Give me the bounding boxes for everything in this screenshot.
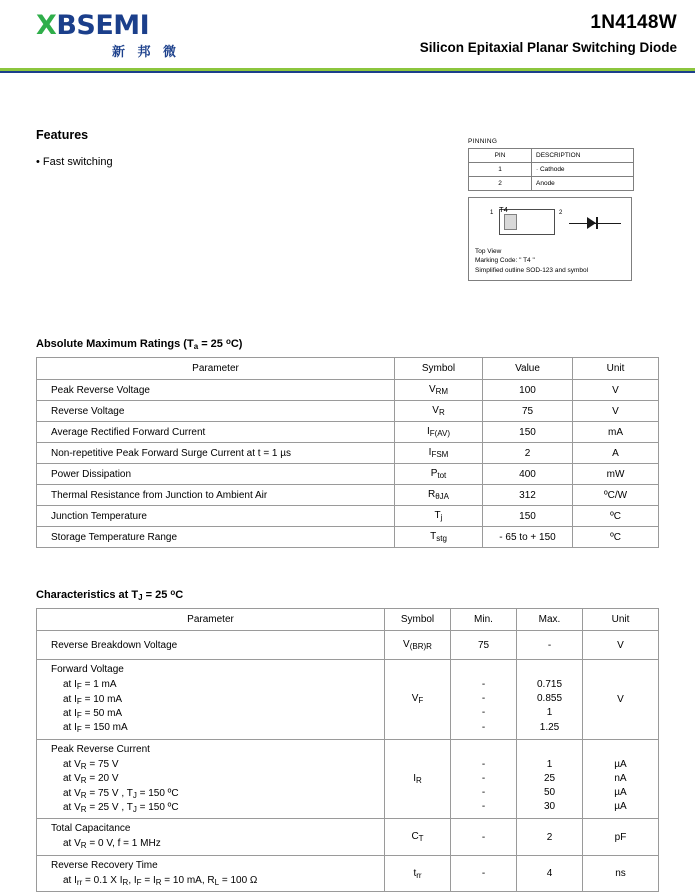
parameter-condition: at $I_F = 50$ mA [63, 707, 123, 720]
parameter-condition: at $I_F = 1$ mA [63, 679, 117, 692]
table-row [469, 163, 634, 177]
package-marking-code: T4 [499, 205, 508, 214]
pin-number: 1 [469, 163, 532, 177]
unit-cell: V [583, 660, 659, 740]
unit-cell: ºC [573, 527, 659, 548]
parameter-cell: Power Dissipation [37, 464, 395, 485]
max-cell: 4 [517, 855, 583, 892]
unit-cell: µA nA µA µA [583, 739, 659, 819]
column-header-symbol: Symbol [395, 358, 483, 380]
table-row [37, 443, 659, 464]
parameter-title: Total Capacitance [51, 823, 131, 835]
column-header-max: Max. [517, 609, 583, 631]
page-header [0, 0, 695, 62]
table-row [37, 506, 659, 527]
diode-symbol-icon [569, 216, 621, 230]
table-row [37, 739, 659, 819]
parameter-condition: at $V_R = 25$ V , $T_J = 150$ ºC [63, 801, 179, 814]
page-subtitle: Silicon Epitaxial Planar Switching Diode [419, 40, 677, 55]
page-title: 1N4148W [590, 12, 677, 33]
max-cell: 2 [517, 819, 583, 856]
pinning-col-pin: PIN [469, 149, 532, 163]
column-header-value: Value [483, 358, 573, 380]
features-heading: Features [36, 128, 89, 142]
list-item: • Fast switching [36, 156, 113, 168]
unit-cell: A [573, 443, 659, 464]
parameter-cell: Junction Temperature [37, 506, 395, 527]
symbol-cell: $R_{\theta JA}$ [395, 485, 483, 506]
symbol-cell: $T_j$ [395, 506, 483, 527]
features-list [36, 156, 416, 168]
symbol-cell: $T_{stg}$ [395, 527, 483, 548]
min-cell: 75 [451, 631, 517, 660]
company-logo [36, 12, 286, 60]
unit-cell: V [573, 401, 659, 422]
parameter-condition: at $I_F = 10$ mA [63, 693, 123, 706]
pin-description: · Cathode [532, 163, 634, 177]
parameter-cell [37, 739, 385, 819]
characteristics-heading: Characteristics at $T_J = 25$ $^o$C [36, 588, 184, 602]
table-row [37, 660, 659, 740]
symbol-cell: $V_{(BR)R}$ [385, 631, 451, 660]
parameter-cell: Reverse Voltage [37, 401, 395, 422]
symbol-cell: $V_F$ [385, 660, 451, 740]
absolute-maximum-ratings-section [36, 337, 658, 548]
table-row [37, 401, 659, 422]
pin-number: 2 [469, 177, 532, 191]
unit-cell: mW [573, 464, 659, 485]
parameter-cell: Storage Temperature Range [37, 527, 395, 548]
table-row [37, 819, 659, 856]
table-row [469, 177, 634, 191]
column-header-symbol: Symbol [385, 609, 451, 631]
characteristics-section [36, 588, 658, 892]
symbol-cell: $C_T$ [385, 819, 451, 856]
parameter-condition: at $V_R = 0$ V, f = 1 MHz [63, 838, 161, 851]
symbol-cell: $I_{F(AV)}$ [395, 422, 483, 443]
parameter-cell: Average Rectified Forward Current [37, 422, 395, 443]
table-row [37, 855, 659, 892]
max-cell: 1 25 50 30 [517, 739, 583, 819]
min-cell: - [451, 819, 517, 856]
logo-letter-x: X [36, 10, 57, 41]
parameter-condition: at $V_R = 75$ V [63, 758, 119, 771]
value-cell: 400 [483, 464, 573, 485]
unit-cell: V [583, 631, 659, 660]
max-cell: 0.715 0.855 1 1.25 [517, 660, 583, 740]
parameter-title: Peak Reverse Current [51, 743, 150, 755]
caption-line: Top View [475, 247, 502, 255]
parameter-cell: Thermal Resistance from Junction to Ambient Air [37, 485, 395, 506]
parameter-condition: at $I_F = 150$ mA [63, 722, 128, 735]
column-header-min: Min. [451, 609, 517, 631]
package-outline-caption [475, 247, 588, 275]
symbol-cell: $I_R$ [385, 739, 451, 819]
parameter-title: Forward Voltage [51, 664, 124, 675]
caption-line: Marking Code: " T4 " [475, 257, 535, 265]
cathode-band [504, 214, 517, 230]
unit-cell: ns [583, 855, 659, 892]
value-cell: 2 [483, 443, 573, 464]
characteristics-table [36, 608, 659, 892]
max-cell: - [517, 631, 583, 660]
column-header-unit: Unit [573, 358, 659, 380]
symbol-cell: $V_R$ [395, 401, 483, 422]
unit-cell: mA [573, 422, 659, 443]
package-pin2-label: 2 [559, 210, 563, 216]
table-row [37, 464, 659, 485]
logo-chinese-name: 新 邦 微 [112, 45, 181, 60]
abs-max-heading: Absolute Maximum Ratings ($T_a = 25$ $^o$C) [36, 337, 243, 351]
document-title-block [420, 12, 677, 55]
table-row [37, 631, 659, 660]
parameter-condition: at $V_R = 20$ V [63, 773, 119, 786]
features-section [36, 128, 416, 168]
package-pin1-label: 1 [490, 210, 494, 216]
table-row [37, 358, 659, 380]
parameter-cell [37, 819, 385, 856]
value-cell: 312 [483, 485, 573, 506]
column-header-parameter: Parameter [37, 609, 385, 631]
symbol-cell: $I_{FSM}$ [395, 443, 483, 464]
parameter-condition: at $V_R = 75$ V , $T_J = 150$ ºC [63, 787, 179, 800]
pin-description: Anode [532, 177, 634, 191]
unit-cell: ºC/W [573, 485, 659, 506]
value-cell: 100 [483, 380, 573, 401]
pinning-label: PINNING [468, 138, 498, 145]
pinning-section [468, 138, 634, 281]
parameter-cell: Non-repetitive Peak Forward Surge Current at t = 1 µs [37, 443, 395, 464]
header-rule-blue [0, 71, 695, 73]
parameter-cell [37, 855, 385, 892]
parameter-cell [37, 660, 385, 740]
symbol-cell: $t_{rr}$ [385, 855, 451, 892]
absolute-maximum-ratings-table [36, 357, 659, 548]
value-cell: 150 [483, 506, 573, 527]
symbol-cell: $P_{tot}$ [395, 464, 483, 485]
parameter-cell: Peak Reverse Voltage [37, 380, 395, 401]
parameter-cell: Reverse Breakdown Voltage [37, 631, 385, 660]
table-row [37, 485, 659, 506]
value-cell: 150 [483, 422, 573, 443]
pinning-table [468, 148, 634, 191]
value-cell: - 65 to + 150 [483, 527, 573, 548]
pinning-col-description: DESCRIPTION [532, 149, 634, 163]
column-header-unit: Unit [583, 609, 659, 631]
min-cell: - - - - [451, 660, 517, 740]
unit-cell: V [573, 380, 659, 401]
table-row [37, 380, 659, 401]
logo-letters-bsemi: BSEMI [56, 10, 150, 41]
parameter-condition: at $I_{rr} = 0.1$ X $I_R$, $I_F = I_R = 10$ mA, $R_L = 100$ Ω [63, 874, 258, 887]
logo-wordmark [36, 12, 286, 39]
parameter-title: Reverse Recovery Time [51, 859, 158, 871]
symbol-cell: $V_{RM}$ [395, 380, 483, 401]
table-row [37, 527, 659, 548]
unit-cell: ºC [573, 506, 659, 527]
caption-line: Simplified outline SOD-123 and symbol [475, 266, 589, 274]
value-cell: 75 [483, 401, 573, 422]
min-cell: - - - - [451, 739, 517, 819]
table-row [37, 422, 659, 443]
table-row [37, 609, 659, 631]
table-row [469, 149, 634, 163]
min-cell: - [451, 855, 517, 892]
package-outline-diagram [468, 197, 632, 281]
column-header-parameter: Parameter [37, 358, 395, 380]
unit-cell: pF [583, 819, 659, 856]
